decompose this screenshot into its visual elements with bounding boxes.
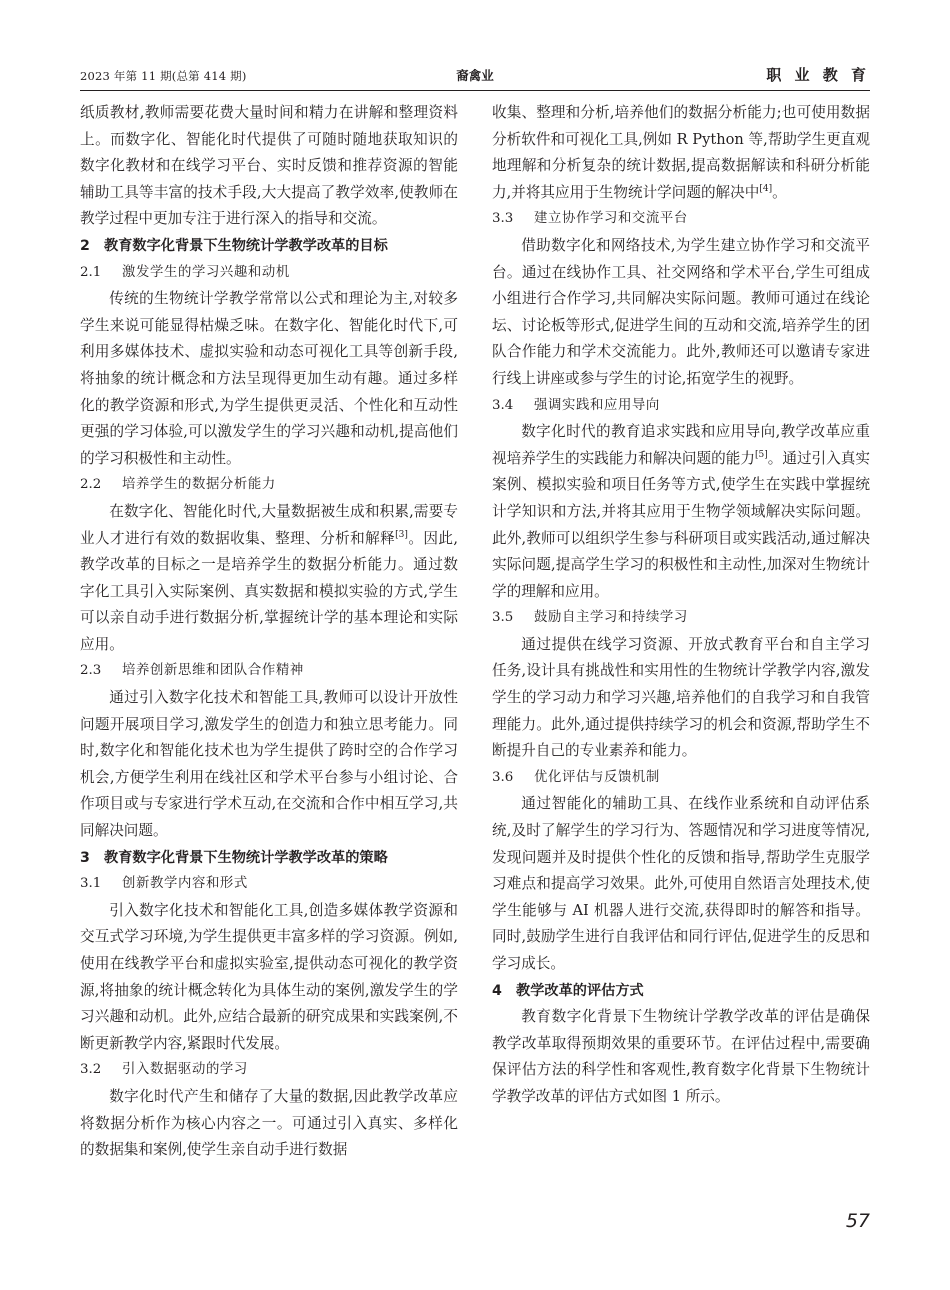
paragraph: 传统的生物统计学教学常常以公式和理论为主,对较多学生来说可能显得枯燥乏味。在数字化、智能化时代下,可利用多媒体技术、虚拟实验和动态可视化工具等创新手段,将抽象的统计概念和方法呈现得更加生动有趣。通过多样化的教学资源和形式,为学生提供更灵活、个性化和互动性更强的学习体验,可以激发学生的学习兴趣和动机,提高他们的学习积极性和主动性。 [80,290,458,467]
subsection-heading [492,765,870,792]
issue-info: 2023 年第 11 期(总第 414 期) [80,69,247,83]
subsection-heading [80,472,458,499]
section-number: 4 [492,982,502,999]
section-heading [80,233,458,260]
subsection-heading [492,206,870,233]
subsection-heading [80,871,458,898]
paragraph-text: 数字化时代的教育追求实践和应用导向,教学改革应重视培养学生的实践能力和解决问题的能力 [492,423,870,467]
author-name: 裔禽业 [456,68,494,83]
subsection-title: 引入数据驱动的学习 [122,1062,248,1078]
subsection-title: 优化评估与反馈机制 [534,769,660,785]
subsection-heading [492,393,870,420]
section-number: 2 [80,237,90,254]
paragraph: 纸质教材,教师需要花费大量时间和精力在讲解和整理资料上。而数字化、智能化时代提供了可随时随地获取知识的数字化教材和在线学习平台、实时反馈和推荐资源的智能辅助工具等丰富的技术手段,大大提高了教学效率,使教师在教学过程中更加专注于进行深入的指导和交流。 [80,104,458,228]
subsection-heading [80,1057,458,1084]
subsection-title: 鼓励自主学习和持续学习 [534,610,688,626]
subsection-title: 培养创新思维和团队合作精神 [122,663,304,679]
subsection-heading [80,260,458,287]
subsection-heading [492,605,870,632]
left-column [80,100,458,1164]
subsection-number: 2.3 [80,663,102,679]
header-rule [80,90,870,91]
paragraph: 借助数字化和网络技术,为学生建立协作学习和交流平台。通过在线协作工具、社交网络和学术平台,学生可组成小组进行合作学习,共同解决实际问题。教师可通过在线论坛、讨论板等形式,促进学生间的互动和交流,培养学生的团队合作能力和学术交流能力。此外,教师还可以邀请专家进行线上讲座或参与学生的讨论,拓宽学生的视野。 [492,236,870,387]
subsection-number: 3.3 [492,211,514,227]
subsection-number: 3.6 [492,769,514,785]
paragraph: 教育数字化背景下生物统计学教学改革的评估是确保教学改革取得预期效果的重要环节。在评估过程中,需要确保评估方法的科学性和客观性,教育数字化背景下生物统计学教学改革的评估方式如图 1 所示。 [492,1008,870,1105]
citation[interactable]: [3] [395,529,408,540]
citation[interactable]: [4] [759,183,773,194]
page-header [80,52,870,82]
paragraph: 引入数字化技术和智能化工具,创造多媒体教学资源和交互式学习环境,为学生提供更丰富多样的学习资源。例如,使用在线教学平台和虚拟实验室,提供动态可视化的教学资源,将抽象的统计概念转化为具体生动的案例,激发学生的学习兴趣和动机。此外,应结合最新的研究成果和实践案例,不断更新教学内容,紧跟时代发展。 [80,901,458,1052]
subsection-title: 激发学生的学习兴趣和动机 [122,264,290,280]
subsection-title: 培养学生的数据分析能力 [122,477,276,493]
journal-name: 职 业 教 育 [766,66,870,84]
paragraph-text: 。 [772,183,787,201]
subsection-title: 建立协作学习和交流平台 [534,211,688,227]
section-title: 教育数字化背景下生物统计学教学改革的策略 [104,849,388,866]
section-title: 教学改革的评估方式 [516,982,644,999]
paragraph-text: 。因此,教学改革的目标之一是培养学生的数据分析能力。通过数字化工具引入实际案例、真实数据和模拟实验的方式,学生可以亲自动手进行数据分析,掌握统计学的基本理论和实际应用。 [80,529,458,653]
right-column [492,100,870,1111]
paragraph: 通过提供在线学习资源、开放式教育平台和自主学习任务,设计具有挑战性和实用性的生物统计学教学内容,激发学生的学习动力和学习兴趣,培养他们的自我学习和自我管理能力。此外,通过提供持续学习的机会和资源,帮助学生不断提升自己的专业素养和能力。 [492,635,870,760]
paragraph: 通过智能化的辅助工具、在线作业系统和自动评估系统,及时了解学生的学习行为、答题情况和学习进度等情况,发现问题并及时提供个性化的反馈和指导,帮助学生克服学习难点和提高学习效果。此外,可使用自然语言处理技术,使学生能够与 AI 机器人进行交流,获得即时的解答和指导。同时,鼓励学生进行自我评估和同行评估,促进学生的反思和学习成长。 [492,795,870,972]
citation[interactable]: [5] [754,449,768,460]
subsection-number: 3.5 [492,610,514,626]
subsection-number: 2.2 [80,477,102,493]
paragraph-text: 在数字化、智能化时代,大量数据被生成和积累,需要专业人才进行有效的数据收集、整理、分析和解释 [80,502,458,547]
section-title: 教育数字化背景下生物统计学教学改革的目标 [104,237,388,254]
subsection-number: 2.1 [80,264,102,280]
subsection-title: 创新教学内容和形式 [122,876,248,892]
paragraph [80,499,458,659]
subsection-number: 3.2 [80,1062,102,1078]
paragraph [492,419,870,605]
paragraph-text: 。通过引入真实案例、模拟实验和项目任务等方式,使学生在实践中掌握统计学知识和方法,并将其应用于生物学领域解决实际问题。此外,教师可以组织学生参与科研项目或实践活动,通过解决实际问题,提高学生学习的积极性和主动性,加深对生物统计学的理解和应用。 [492,449,870,600]
paragraph [492,100,870,206]
subsection-number: 3.1 [80,876,102,892]
paragraph: 通过引入数字化技术和智能工具,教师可以设计开放性问题开展项目学习,激发学生的创造力和独立思考能力。同时,数字化和智能化技术也为学生提供了跨时空的合作学习机会,方便学生利用在线社区和学术平台参与小组讨论、合作项目或与专家进行学术互动,在交流和合作中相互学习,共同解决问题。 [80,689,458,840]
subsection-number: 3.4 [492,397,514,413]
subsection-title: 强调实践和应用导向 [534,397,660,413]
subsection-heading [80,658,458,685]
paragraph: 数字化时代产生和储存了大量的数据,因此教学改革应将数据分析作为核心内容之一。可通过引入真实、多样化的数据集和案例,使学生亲自动手进行数据 [80,1087,458,1159]
section-heading [80,845,458,872]
section-number: 3 [80,849,90,866]
paragraph-text: 收集、整理和分析,培养他们的数据分析能力;也可使用数据分析软件和可视化工具,例如 R Python 等,帮助学生更直观地理解和分析复杂的统计数据,提高数据解读和科研分析能力,并将其应用于生物统计学问题的解决中 [492,104,870,201]
section-heading [492,978,870,1005]
page-number: 57 [845,1210,870,1232]
